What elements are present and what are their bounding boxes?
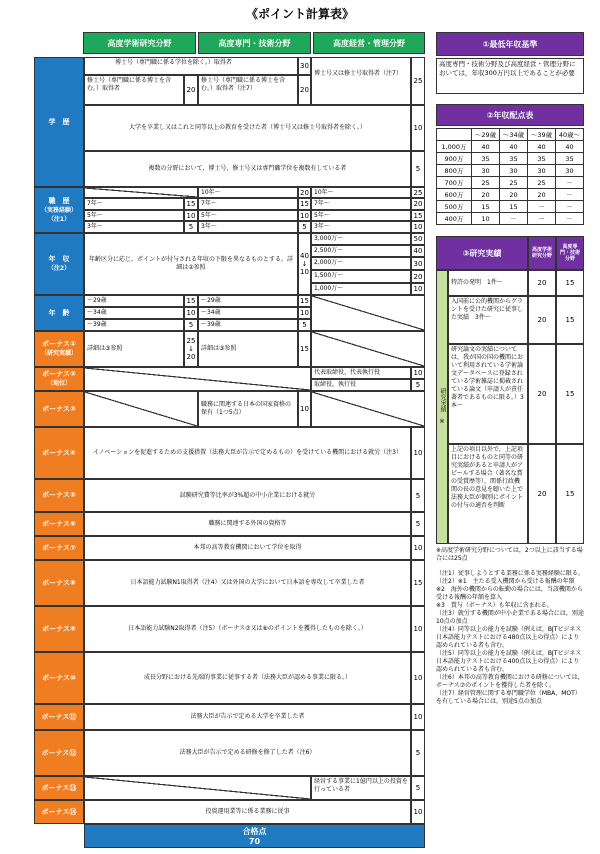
income-c-row: 3,000万～ [311, 233, 411, 245]
research-col-b: 高度専門・技術分野 [556, 236, 584, 270]
bonus-11-pts: 10 [411, 704, 425, 730]
bonus-10-pts: 10 [411, 652, 425, 704]
bonus-10-text: 成長分野における先端的事業に従事する者（法務大臣が認める事業に限る。） [84, 652, 411, 704]
bonus-8-text: 日本語能力試験N1取得者（注4）又は外国の大学において日本語を専攻して卒業した者 [84, 560, 411, 606]
income-c-pts: 30 [411, 257, 425, 270]
income-table [436, 128, 584, 225]
career-b-pts: 20 [298, 187, 311, 198]
age-a-row: ～29歳 [84, 295, 184, 307]
edu-doctor: 博士号（専門職に係る学位を除く。）取得者 [84, 57, 298, 75]
bonus-1-a-pts-arrow: ↓ [188, 345, 194, 353]
cell: 20 [500, 189, 528, 201]
career-b-row: 10年～ [198, 187, 298, 198]
label-bonus-7: ボーナス⑦ [34, 536, 84, 560]
bonus-13-pts: 5 [411, 776, 425, 800]
research-row-b: 15 [556, 270, 584, 296]
age-b-pts: 5 [298, 319, 311, 331]
bonus-2-r1: 代表取締役，代表執行役 [311, 367, 411, 379]
bonus-5-text: 試験研究費等比率が3%超の中小企業における就労 [84, 479, 411, 512]
research-footnote: ※高度学術研究分野については，2つ以上に該当する場合には25点 [436, 547, 583, 562]
label-education: 学 歴 [34, 57, 84, 187]
research-row: 入国前に公的機関からグラントを受けた研究に従事した実績 3件～ [448, 296, 528, 344]
bonus-1-a: 詳細は③参照 [84, 331, 184, 367]
income-c-pts: 20 [411, 270, 425, 283]
min-income-text: 高度専門・技術分野及び高度経営・管理分野においては，年収300万円以上であることが必要 [436, 58, 584, 94]
cell: 20 [472, 189, 500, 201]
income-c-row: 2,000万～ [311, 257, 411, 270]
cell: 30 [500, 165, 528, 177]
research-side [436, 270, 448, 544]
edu-multi: 複数の分野において，博士号，修士号又は専門職学位を複数有している者 [84, 151, 411, 187]
cell: 35 [500, 153, 528, 165]
label-bonus-12: ボーナス⑫ [34, 730, 84, 776]
edu-master-c: 博士号又は修士号取得者（注7） [311, 57, 411, 105]
pass-score [84, 824, 425, 848]
income-pts [298, 233, 311, 295]
cell: 600万 [437, 189, 472, 201]
income-table-row [437, 213, 584, 225]
career-a-row: 7年～ [84, 198, 184, 210]
income-pts-max: 40 [300, 252, 309, 260]
career-b-pts: 15 [298, 198, 311, 210]
research-side-mark: ※ [439, 418, 445, 425]
age-b-row: ～39歳 [198, 319, 298, 331]
label-career-sub: （実務経験） [40, 206, 77, 214]
income-table-row [437, 165, 584, 177]
edu-master-b-pts: 20 [298, 75, 311, 105]
career-c-pts: 20 [411, 198, 425, 210]
research-row-a: 20 [528, 344, 556, 444]
age-c-empty [311, 295, 425, 331]
cell: 20 [528, 189, 556, 201]
cell: － [500, 213, 528, 225]
bonus-1-a-pts [184, 331, 198, 367]
bonus-8-pts: 15 [411, 560, 425, 606]
label-bonus-3: ボーナス③ [34, 391, 84, 427]
bonus-1-a-pts-max: 25 [186, 337, 196, 345]
cell: 1,000万 [437, 141, 472, 153]
label-income-main: 年 収 [48, 255, 70, 263]
bonus-2-r2-pts: 5 [411, 379, 425, 391]
career-c-pts: 15 [411, 210, 425, 221]
bonus-7-pts: 10 [411, 536, 425, 560]
cell: 25 [500, 177, 528, 189]
bonus-6-text: 職務に関連する外国の資格等 [84, 512, 411, 536]
cell: 25 [528, 177, 556, 189]
career-b-row: 7年～ [198, 198, 298, 210]
career-c-row: 7年～ [311, 198, 411, 210]
research-row: 上記の項目以外で，上記項目におけるものと同等の研究実績があると申請人がアピールする場合（著名な賞の受賞歴等），関係行政機関の長の意見を聴いた上で法務大臣が個別にポイントの付与の適否を判断 [448, 444, 528, 544]
research-row: 研究論文の実績については，我が国の国の機関において利用されている学術論文データベースに登録されている学術雑誌に掲載されている論文（申請人が責任著者であるものに限る。）3本～ [448, 344, 528, 444]
research-row-a: 20 [528, 270, 556, 296]
cell: 40 [556, 141, 584, 153]
bonus-4-pts: 10 [411, 427, 425, 479]
income-table-row [437, 141, 584, 153]
age-b-row: ～34歳 [198, 307, 298, 319]
cell: － [528, 201, 556, 213]
income-table-header [437, 129, 584, 141]
income-text: 年齢区分に応じ，ポイントが付与される年収の下限を異なるものとする。詳細は②参照 [84, 233, 298, 295]
bonus-2-ab-empty [84, 367, 311, 391]
research-row-a: 20 [528, 296, 556, 344]
cell: － [556, 177, 584, 189]
income-table-col: 40歳～ [556, 129, 584, 141]
career-c-pts: 10 [411, 221, 425, 233]
bonus-12-text: 法務大臣が告示で定める研修を修了した者（注6） [84, 730, 411, 776]
label-bonus-10: ボーナス⑩ [34, 652, 84, 704]
bonus-14-text: 投資運用業等に係る業務に従事 [84, 800, 411, 824]
career-c-row: 10年～ [311, 187, 411, 198]
income-pts-min: 10 [300, 268, 309, 276]
cell: 30 [528, 165, 556, 177]
label-bonus-11: ボーナス⑪ [34, 704, 84, 730]
career-b-pts: 5 [298, 221, 311, 233]
label-bonus-2 [34, 367, 84, 391]
cell: 40 [528, 141, 556, 153]
research-row-a: 20 [528, 444, 556, 544]
label-bonus-2-sub: 〔地位〕 [46, 380, 71, 387]
income-c-pts: 40 [411, 245, 425, 257]
bonus-11-text: 法務大臣が告示で定める大学を卒業した者 [84, 704, 411, 730]
career-c-row: 3年～ [311, 221, 411, 233]
header-management: 高度経営・管理分野 [313, 32, 425, 54]
age-a-pts: 15 [184, 295, 198, 307]
pass-score-value: 70 [248, 837, 261, 846]
career-a-row: 3年～ [84, 221, 184, 233]
research-side-label: 研究実績 [439, 388, 446, 412]
bonus-2-r2: 取締役，執行役 [311, 379, 411, 391]
bonus-1-a-pts-min: 20 [186, 353, 196, 361]
bonus-7-text: 本邦の高等教育機関において学位を取得 [84, 536, 411, 560]
label-bonus-6: ボーナス⑥ [34, 512, 84, 536]
research-row-b: 15 [556, 296, 584, 344]
cell: － [556, 189, 584, 201]
career-a-empty [84, 187, 198, 198]
bonus-3-pts: 10 [298, 391, 311, 427]
bonus-1-c-empty [311, 331, 425, 367]
cell: 40 [472, 141, 500, 153]
bonus-9-text: 日本語能力試験N2取得者（注5）（ボーナス⑦又は⑧のポイントを獲得したものを除く。） [84, 606, 411, 652]
label-bonus-14: ボーナス⑭ [34, 800, 84, 824]
label-bonus-2-main: ボーナス② [42, 370, 76, 378]
label-career [34, 187, 84, 233]
income-table-col: ～39歳 [528, 129, 556, 141]
bonus-13-text: 経営する事業に1億円以上の投資を行っている者 [311, 776, 411, 800]
edu-multi-pts: 5 [411, 151, 425, 187]
career-a-row: 5年～ [84, 210, 184, 221]
label-bonus-1 [34, 331, 84, 367]
career-a-pts: 15 [184, 198, 198, 210]
income-table-row [437, 153, 584, 165]
income-table-col: ～34歳 [500, 129, 528, 141]
income-table-col: ～29歳 [472, 129, 500, 141]
age-a-row: ～34歳 [84, 307, 184, 319]
cell: 15 [472, 201, 500, 213]
cell: 500万 [437, 201, 472, 213]
bonus-9-pts: 10 [411, 606, 425, 652]
label-bonus-8: ボーナス⑧ [34, 560, 84, 606]
label-bonus-1-sub: 〔研究実績〕 [40, 350, 77, 357]
cell: 35 [556, 153, 584, 165]
bonus-6-pts: 5 [411, 512, 425, 536]
cell: 35 [528, 153, 556, 165]
income-table-row [437, 201, 584, 213]
cell: 30 [556, 165, 584, 177]
cell: 800万 [437, 165, 472, 177]
career-c-row: 5年～ [311, 210, 411, 221]
income-c-row: 1,000万～ [311, 283, 411, 295]
age-b-row: ～29歳 [198, 295, 298, 307]
cell: － [528, 213, 556, 225]
cell: 30 [472, 165, 500, 177]
label-age: 年 齢 [34, 295, 84, 331]
edu-master-a-pts: 20 [184, 75, 198, 105]
income-c-pts: 50 [411, 233, 425, 245]
cell: 10 [472, 213, 500, 225]
income-table-row [437, 177, 584, 189]
label-career-main: 職 歴 [48, 196, 70, 205]
research-col-a: 高度学術研究分野 [528, 236, 556, 270]
label-bonus-4: ボーナス④ [34, 427, 84, 479]
pass-score-label: 合格点 [242, 827, 267, 836]
edu-master-a: 修士号（専門職に係る博士を含む。）取得者 [84, 75, 184, 105]
notes: （注1）従事しようとする業務に係る実務経験に限る。 （注2）※1 主たる受入機関から受ける報酬の年額 ※2 海外の機関からの転勤の場合には，当該機関から受ける報酬の年額を算入 ※3 賞与（ボーナス）も年収に含まれる。 （注3）就労する機関が中小企業である場合には，別途10点の加点 （注4）同等以上の能力を試験（例えば，BJTビジネス日本語能力テストにおける480点以上の得点）により認められている者も含む。 （注5）同等以上の能力を試験（例えば，BJTビジネス日本語能力テストにおける400点以上の得点）により認められている者も含む。 （注6）本邦の高等教育機関における研修については，ボーナス⑦のポイントを獲得した者を除く。 （注7）経営管理に関する専門職学位（MBA，MOT）を有している場合には，別途5点の加点 [436, 570, 584, 705]
bonus-2-r1-pts: 10 [411, 367, 425, 379]
income-table-title: ②年収配点表 [436, 104, 584, 126]
cell: － [556, 213, 584, 225]
research-title: ③研究実績 [436, 236, 528, 270]
cell: 700万 [437, 177, 472, 189]
career-b-row: 3年～ [198, 221, 298, 233]
label-income-note: （注2） [47, 265, 71, 272]
bonus-3-a-empty [84, 391, 198, 427]
income-c-pts: 10 [411, 283, 425, 295]
label-bonus-13: ボーナス⑬ [34, 776, 84, 800]
cell: 15 [500, 201, 528, 213]
research-row-b: 15 [556, 344, 584, 444]
research-row-b: 15 [556, 444, 584, 544]
min-income-title: ①最低年収基準 [436, 32, 584, 56]
header-technical: 高度専門・技術分野 [198, 32, 311, 54]
cell: 400万 [437, 213, 472, 225]
career-b-row: 5年～ [198, 210, 298, 221]
bonus-3-c-empty [311, 391, 425, 427]
research-row: 特許の発明 1件～ [448, 270, 528, 296]
page-title: 《ポイント計算表》 [245, 7, 354, 21]
career-c-pts: 25 [411, 187, 425, 198]
cell: 35 [472, 153, 500, 165]
career-b-pts: 10 [298, 210, 311, 221]
income-table-corner [437, 129, 472, 141]
bonus-12-pts: 5 [411, 730, 425, 776]
income-c-row: 1,500万～ [311, 270, 411, 283]
header-academic: 高度学術研究分野 [83, 32, 196, 54]
career-a-pts: 5 [184, 221, 198, 233]
bonus-5-pts: 5 [411, 479, 425, 512]
label-bonus-9: ボーナス⑨ [34, 606, 84, 652]
edu-doctor-pts: 30 [298, 57, 311, 75]
age-b-pts: 15 [298, 295, 311, 307]
edu-master-c-pts: 25 [411, 57, 425, 105]
cell: 25 [472, 177, 500, 189]
bonus-4-text: イノベーションを促進するための支援措置（法務大臣が告示で定めるもの）を受けている機関における就労（注3） [84, 427, 411, 479]
age-b-pts: 10 [298, 307, 311, 319]
cell: 40 [500, 141, 528, 153]
age-a-pts: 5 [184, 319, 198, 331]
label-career-note: （注1） [47, 215, 71, 223]
bonus-1-b: 詳細は③参照 [198, 331, 298, 367]
income-pts-arrow: ↓ [301, 260, 308, 268]
bonus-13-ab-empty [84, 776, 311, 800]
label-bonus-5: ボーナス⑤ [34, 479, 84, 512]
income-table-row [437, 189, 584, 201]
edu-bachelor-pts: 10 [411, 105, 425, 151]
bonus-3-text: 職務に関連する日本の国家資格の保有（1つ5点） [198, 391, 298, 427]
bonus-14-pts: 10 [411, 800, 425, 824]
age-a-pts: 10 [184, 307, 198, 319]
label-bonus-1-main: ボーナス① [42, 340, 76, 348]
label-income [34, 233, 84, 295]
career-a-pts: 10 [184, 210, 198, 221]
edu-bachelor: 大学を卒業し又はこれと同等以上の教育を受けた者（博士号又は修士号取得者を除く。） [84, 105, 411, 151]
age-a-row: ～39歳 [84, 319, 184, 331]
cell: － [556, 201, 584, 213]
edu-master-b: 修士号（専門職に係る博士を含む。）取得者（注7） [198, 75, 298, 105]
cell: 900万 [437, 153, 472, 165]
income-c-row: 2,500万～ [311, 245, 411, 257]
bonus-1-b-pts: 15 [298, 331, 311, 367]
